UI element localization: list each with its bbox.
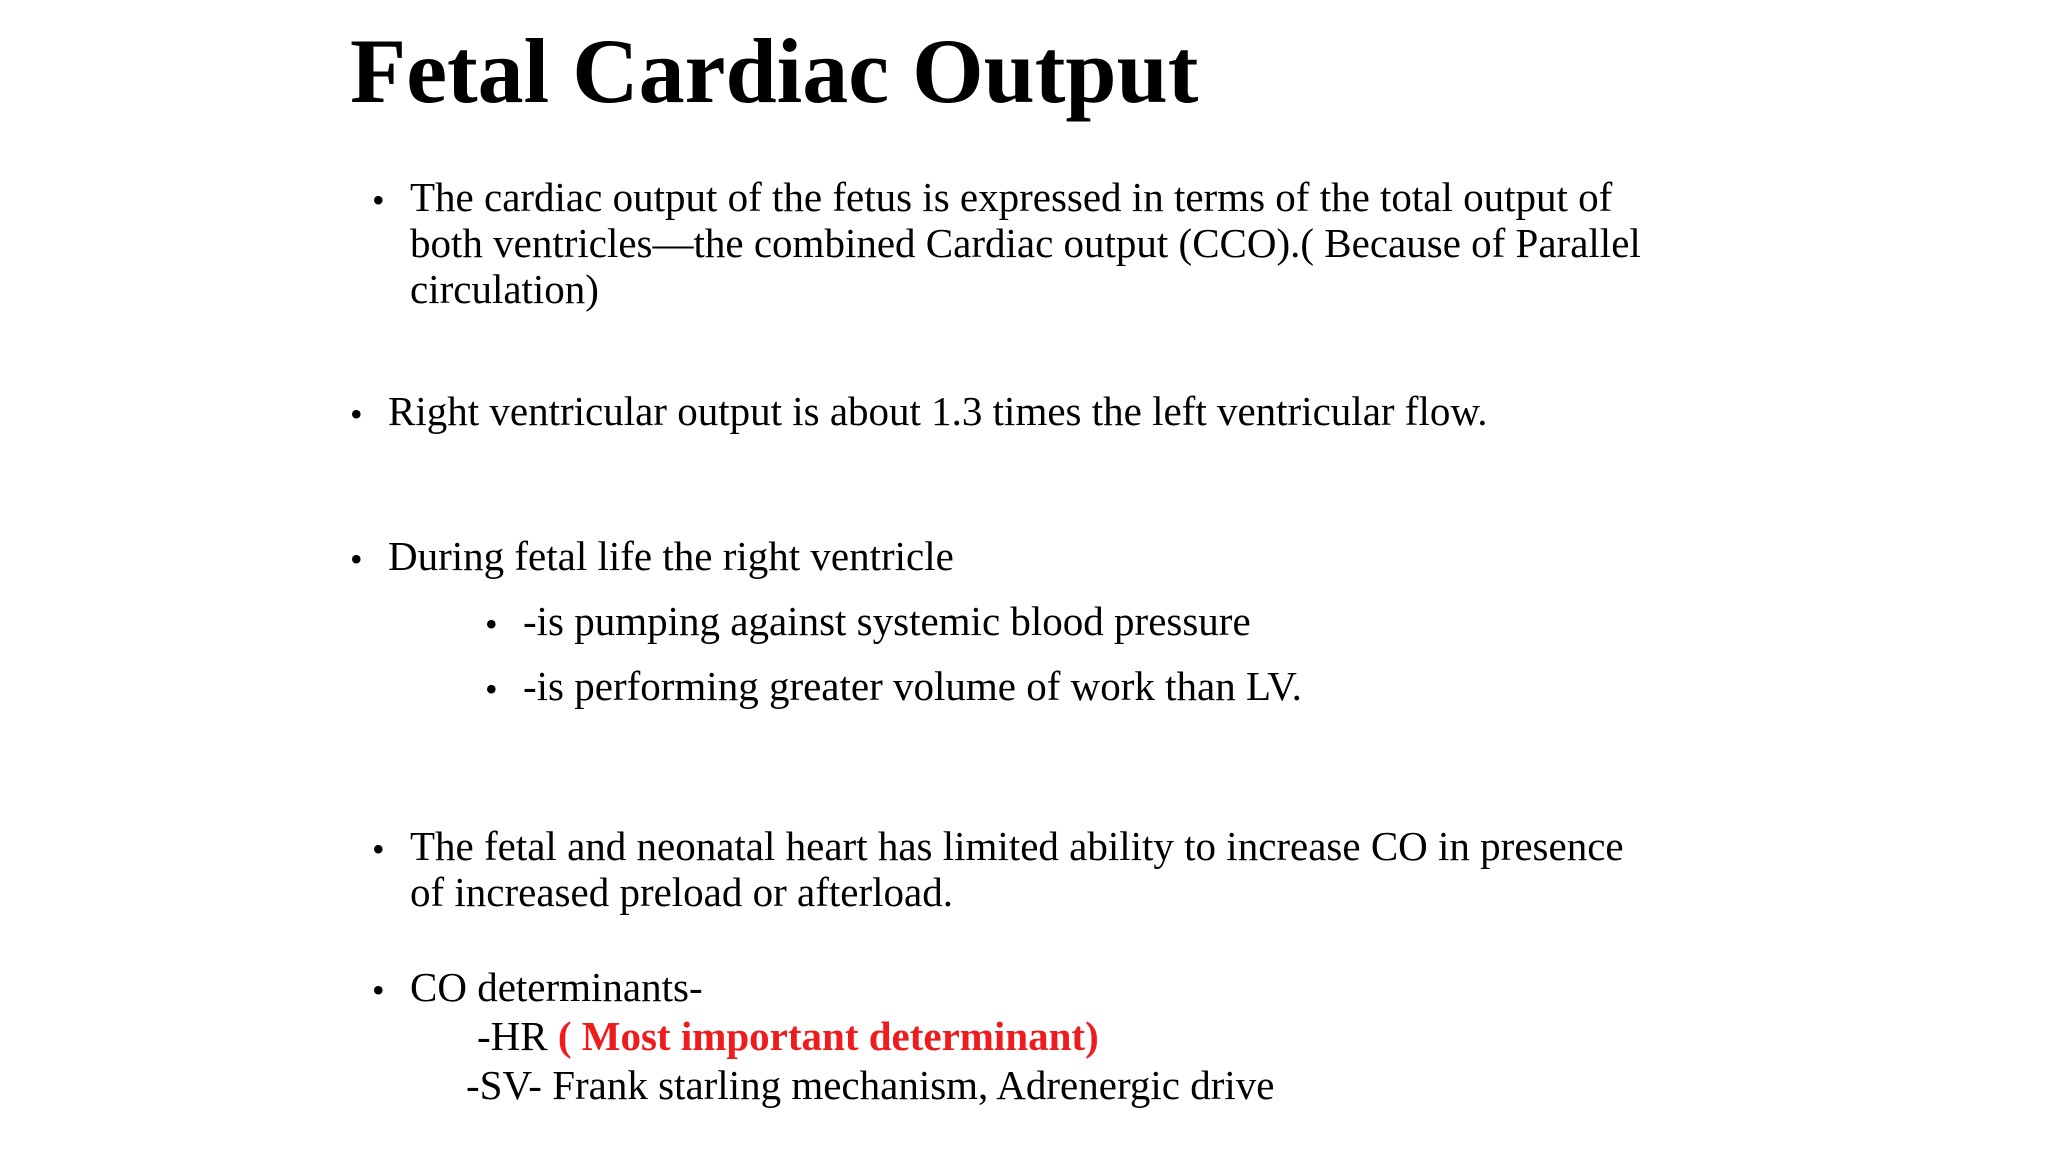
bullet-marker: • (372, 180, 385, 220)
bullet-marker: • (350, 539, 363, 579)
slide-title: Fetal Cardiac Output (350, 20, 1199, 122)
co-determinant-sv: -SV- Frank starling mechanism, Adrenergic drive (466, 1062, 1275, 1108)
bullet-fetal-life: During fetal life the right ventricle (388, 533, 954, 579)
hr-label: -HR (477, 1013, 548, 1059)
bullet-right-ventricular-output: Right ventricular output is about 1.3 times the left ventricular flow. (388, 388, 1488, 434)
bullet-marker: • (372, 829, 385, 869)
bullet-marker: • (350, 394, 363, 434)
bullet-line: of increased preload or afterload. (410, 869, 953, 915)
co-determinant-hr (477, 1013, 1099, 1059)
bullet-cardiac-output (410, 174, 1712, 312)
bullet-co-determinants: CO determinants- (410, 964, 703, 1010)
bullet-limited-ability (410, 823, 1712, 915)
bullet-line: both ventricles—the combined Cardiac output (CCO).( Because of Parallel (410, 220, 1641, 266)
bullet-line: The fetal and neonatal heart has limited ability to increase CO in presence (410, 823, 1624, 869)
sub-bullet-marker: • (485, 669, 498, 709)
sub-bullet-marker: • (485, 604, 498, 644)
hr-emphasis-note: ( Most important determinant) (557, 1013, 1099, 1059)
bullet-marker: • (372, 970, 385, 1010)
sub-bullet-greater-work: -is performing greater volume of work than LV. (523, 663, 1302, 709)
bullet-line: The cardiac output of the fetus is expressed in terms of the total output of (410, 174, 1613, 220)
bullet-line: circulation) (410, 266, 599, 312)
sub-bullet-systemic-pressure: -is pumping against systemic blood pressure (523, 598, 1251, 644)
